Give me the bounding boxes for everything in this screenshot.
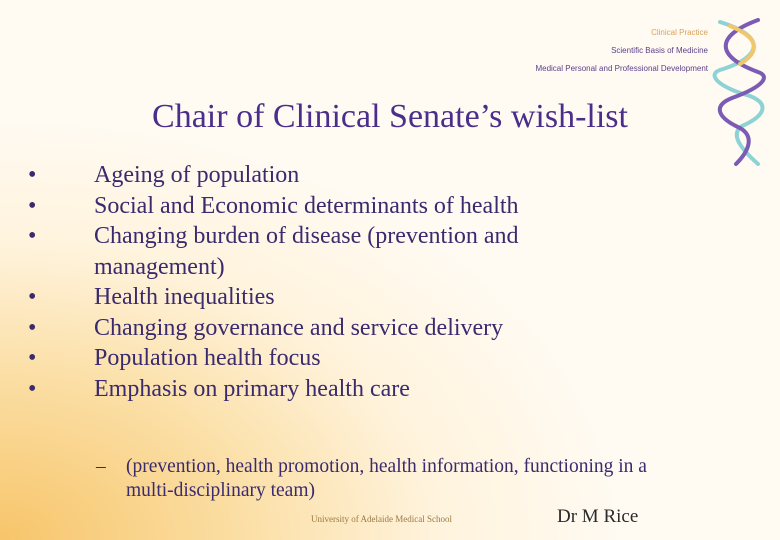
list-item: • Health inequalities: [28, 282, 628, 313]
sub-bullet: [96, 455, 656, 503]
bullet-icon: •: [28, 345, 37, 371]
list-item: • Changing governance and service delivery: [28, 313, 628, 344]
bullet-icon: •: [28, 314, 37, 341]
bullet-list: [28, 160, 628, 404]
list-item: • Population health focus: [28, 343, 628, 374]
sub-bullet-dash: –: [96, 456, 106, 477]
bullet-icon: •: [28, 162, 37, 188]
bullet-icon: •: [28, 375, 37, 402]
footer-institution: University of Adelaide Medical School: [311, 514, 452, 524]
header-line-professional-development: Medical Personal and Professional Development: [535, 64, 708, 73]
header-links: [535, 24, 708, 78]
bullet-icon: •: [28, 223, 37, 249]
list-item: • Emphasis on primary health care: [28, 374, 628, 405]
sub-bullet-text: (prevention, health promotion, health information, functioning in a multi-disciplinary team): [126, 456, 647, 501]
dna-helix-logo: [710, 16, 772, 166]
slide-title: Chair of Clinical Senate’s wish-list: [152, 98, 628, 135]
footer-author: Dr M Rice: [557, 506, 639, 527]
list-item: • Changing burden of disease (prevention and management): [28, 223, 519, 280]
header-line-clinical-practice: Clinical Practice: [651, 28, 708, 37]
list-item: • Social and Economic determinants of health: [28, 191, 628, 222]
header-line-scientific-basis: Scientific Basis of Medicine: [611, 46, 708, 55]
bullet-icon: •: [28, 284, 37, 310]
list-item: • Ageing of population: [28, 160, 628, 191]
bullet-icon: •: [28, 192, 37, 219]
